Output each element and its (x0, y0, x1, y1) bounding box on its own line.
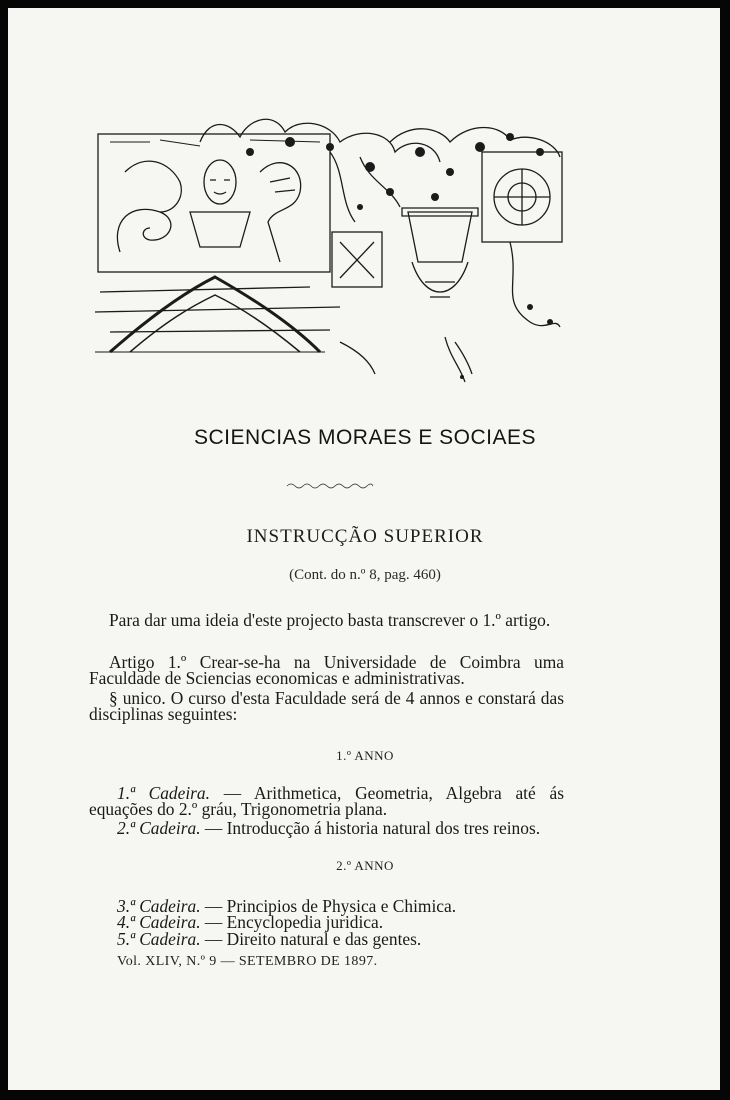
cadeira-text: — Encyclopedia juridica. (204, 912, 384, 932)
page-title: SCIENCIAS MORAES E SOCIAES (193, 426, 537, 449)
cadeira-text: — Principios de Physica e Chimica. (204, 896, 457, 916)
cadeira-label: 4.ª Cadeira. (117, 912, 201, 932)
cadeira-text: — Arithmetica, Geometria, Algebra até ás equações do 2.º gráu, Trigonometria plana. (89, 783, 564, 819)
cadeira-text: — Direito natural e das gentes. (204, 929, 422, 949)
section-heading: INSTRUCÇÃO SUPERIOR (246, 526, 484, 547)
cadeira-label: 5.ª Cadeira. (117, 929, 201, 949)
year-heading-2: 2.º ANNO (336, 858, 394, 873)
cadeira-label: 3.ª Cadeira. (117, 896, 201, 916)
paragraph-unico: § unico. O curso d'esta Faculdade será de 4 annos e constará das disciplinas seguintes: (89, 688, 564, 724)
page-footer: Vol. XLIV, N.º 9 — SETEMBRO DE 1897. (117, 954, 378, 969)
cadeira-label: 1.ª Cadeira. (117, 783, 210, 803)
year-heading-1: 1.º ANNO (336, 748, 394, 763)
paragraph-article: Artigo 1.º Crear-se-ha na Universidade de Coimbra uma Faculdade de Sciencias economicas e administrativas. (89, 652, 564, 688)
cadeira-text: — Introducção á historia natural dos tres reinos. (204, 818, 541, 838)
cadeira-label: 2.ª Cadeira. (117, 818, 201, 838)
continuation-note: (Cont. do n.º 8, pag. 460) (289, 567, 441, 583)
paragraph-intro: Para dar uma ideia d'este projecto basta transcrever o 1.º artigo. (109, 610, 551, 630)
